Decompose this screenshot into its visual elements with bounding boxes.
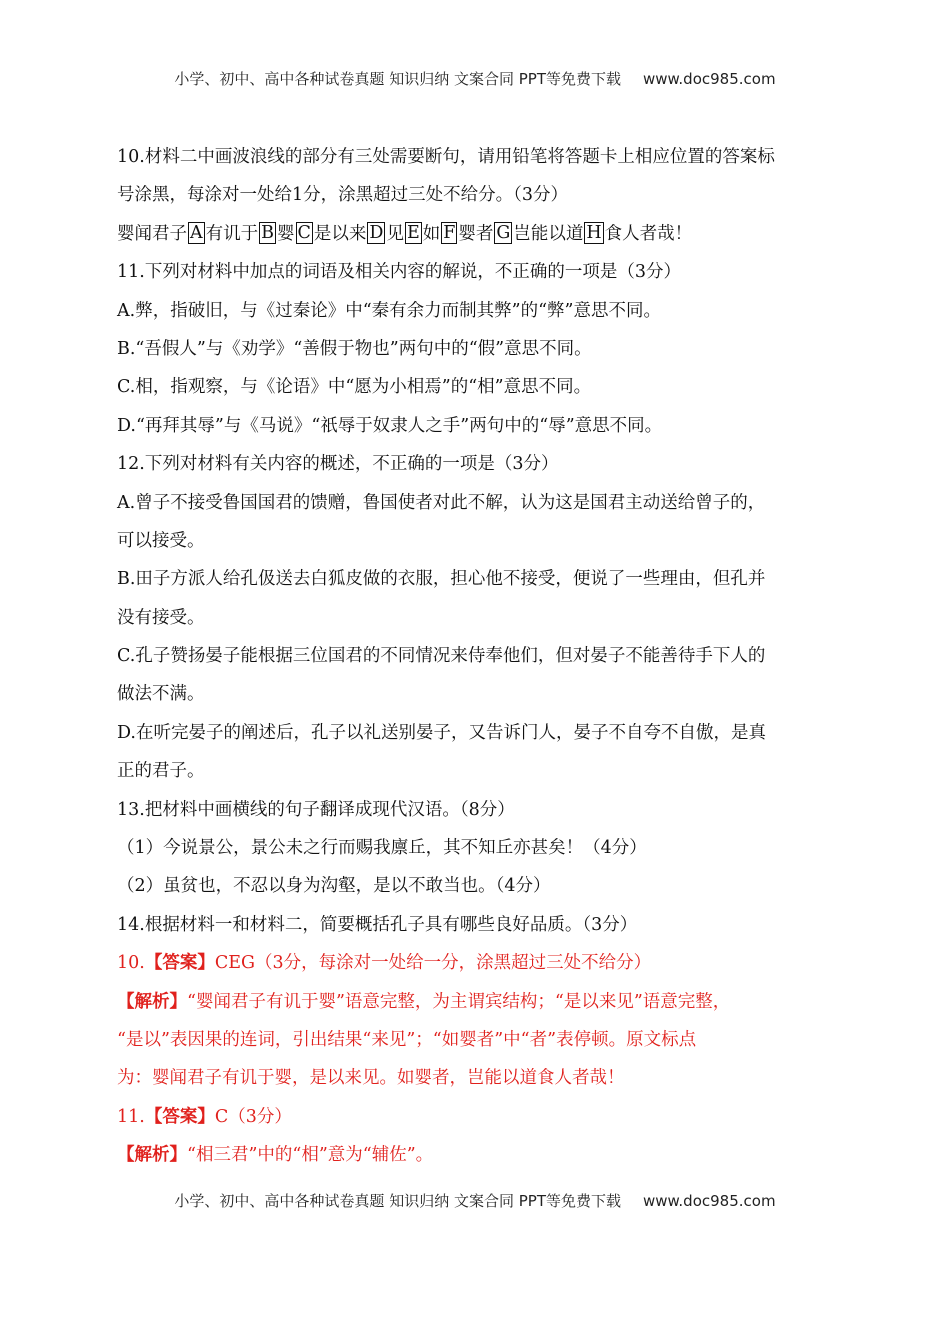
answer-10-number: 10.: [117, 953, 145, 974]
analysis-10-text1: “婴闻君子有讥于婴”语意完整，为主谓宾结构；“是以来见”语意完整，: [187, 991, 731, 1012]
answer-11-number: 11.: [117, 1106, 145, 1127]
analysis-10-tag: 【解析】: [117, 991, 187, 1012]
page-content: [117, 138, 839, 1175]
q10-stem-line1: 10.材料二中画波浪线的部分有三处需要断句，请用铅笔将答题卡上相应位置的答案标: [117, 147, 775, 167]
q11-option-d: D.“再拜其辱”与《马说》“祇辱于奴隶人之手”两句中的“辱”意思不同。: [117, 415, 663, 436]
answer-box-e[interactable]: E: [406, 222, 420, 243]
analysis-11-tag: 【解析】: [117, 1145, 187, 1166]
q11-option-a: A.弊，指破旧，与《过秦论》中“秦有余力而制其弊”的“弊”意思不同。: [117, 300, 661, 321]
answer-box-b[interactable]: B: [261, 222, 275, 243]
footer-text: 小学、初中、高中各种试卷真题 知识归纳 文案合同 PPT等免费下载: [174, 1192, 621, 1210]
passage-segment: 岂能以道: [513, 223, 584, 244]
answer-box-f[interactable]: F: [443, 222, 456, 243]
q13-sentence-1: （1）今说景公，景公未之行而赐我廪丘，其不知丘亦甚矣！（4分）: [117, 838, 647, 859]
q12-option-c-line1: C.孔子赞扬晏子能根据三位国君的不同情况来侍奉他们，但对晏子不能善待手下人的: [117, 646, 766, 667]
passage-segment: 有讥于: [205, 223, 259, 244]
q11-option-c: C.相，指观察，与《论语》中“愿为小相焉”的“相”意思不同。: [117, 377, 592, 398]
analysis-11-text: “相三君”中的“相”意为“辅佐”。: [187, 1145, 434, 1166]
answer-box-d[interactable]: D: [369, 222, 384, 243]
footer-site-link[interactable]: www.doc985.com: [642, 1192, 776, 1210]
q13-sentence-2: （2）虽贫也，不忍以身为沟壑，是以不敢当也。（4分）: [117, 876, 551, 897]
passage-segment: 见: [386, 223, 404, 244]
q12-option-a-line1: A.曾子不接受鲁国国君的馈赠，鲁国使者对此不解，认为这是国君主动送给曾子的，: [117, 492, 766, 513]
answer-11: [117, 1098, 839, 1136]
passage-segment: 食人者哉！: [604, 223, 693, 244]
header-text: 小学、初中、高中各种试卷真题 知识归纳 文案合同 PPT等免费下载: [174, 70, 621, 88]
passage-segment: 婴闻君子: [117, 223, 187, 244]
answer-box-c[interactable]: C: [297, 222, 311, 243]
page-header: [0, 68, 950, 89]
passage-segment: 如: [422, 223, 441, 244]
answer-11-text: C（3分）: [214, 1106, 292, 1127]
answer-box-a[interactable]: A: [190, 222, 203, 243]
answer-box-g[interactable]: G: [496, 222, 511, 243]
q11-stem: 11.下列对材料中加点的词语及相关内容的解说，不正确的一项是（3分）: [117, 262, 681, 283]
answer-11-tag: 【答案】: [144, 1106, 215, 1127]
q10-stem-line2: 号涂黑，每涂对一处给1分，涂黑超过三处不给分。（3分）: [117, 185, 569, 206]
q13-stem: 13.把材料中画横线的句子翻译成现代汉语。（8分）: [117, 799, 515, 820]
answer-box-h[interactable]: H: [586, 222, 602, 243]
answer-10-tag: 【答案】: [144, 953, 215, 974]
q11-option-b: B.“吾假人”与《劝学》“善假于物也”两句中的“假”意思不同。: [117, 338, 592, 359]
answer-10-text: CEG（3分，每涂对一处给一分，涂黑超过三处不给分）: [214, 953, 652, 974]
q12-stem: 12.下列对材料有关内容的概述，不正确的一项是（3分）: [117, 454, 559, 475]
analysis-11: [117, 1136, 839, 1174]
q12-option-b-line1: B.田子方派人给孔伋送去白狐皮做的衣服，担心他不接受，便说了一些理由，但孔并: [117, 569, 766, 590]
page-footer: [0, 1190, 950, 1211]
passage-segment: 是以来: [313, 223, 367, 244]
q12-option-d-line1: D.在听完晏子的阐述后，孔子以礼送别晏子，又告诉门人，晏子不自夸不自傲，是真: [117, 722, 766, 743]
analysis-10-line2: “是以”表因果的连词，引出结果“来见”；“如婴者”中“者”表停顿。原文标点: [117, 1029, 697, 1050]
q14-stem: 14.根据材料一和材料二，简要概括孔子具有哪些良好品质。（3分）: [117, 914, 638, 935]
analysis-10-line3: 为：婴闻君子有讥于婴，是以来见。如婴者，岂能以道食人者哉！: [117, 1068, 625, 1089]
q10-passage: [117, 215, 839, 253]
passage-segment: 婴: [277, 223, 295, 244]
answer-10: [117, 944, 839, 982]
header-site-link[interactable]: www.doc985.com: [642, 70, 776, 88]
q12-option-a-line2: 可以接受。: [117, 530, 205, 551]
passage-segment: 婴者: [458, 223, 494, 244]
q12-option-c-line2: 做法不满。: [117, 684, 205, 705]
analysis-10-line1: [117, 983, 839, 1021]
q12-option-b-line2: 没有接受。: [117, 607, 205, 628]
q12-option-d-line2: 正的君子。: [117, 761, 205, 782]
